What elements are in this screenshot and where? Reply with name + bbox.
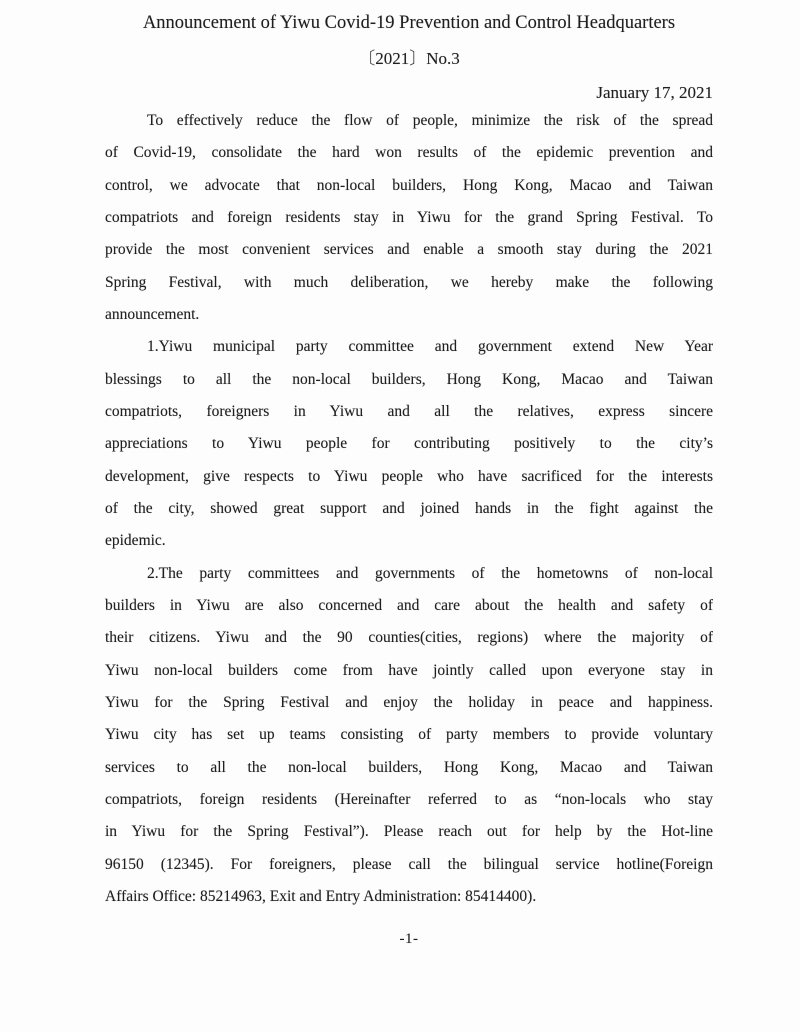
text-line: Yiwu city has set up teams consisting of party members to provide voluntary [105, 726, 713, 744]
text-line: of Covid-19, consolidate the hard won results of the epidemic prevention and [105, 144, 713, 162]
paragraph-intro [105, 105, 713, 331]
text-line: their citizens. Yiwu and the 90 counties(cities, regions) where the majority of [105, 629, 713, 647]
text-line: epidemic. [105, 532, 166, 550]
paragraph-item-1 [105, 331, 713, 557]
text-line: development, give respects to Yiwu people who have sacrificed for the interests [105, 467, 713, 485]
text-line: announcement. [105, 305, 200, 323]
document-title: Announcement of Yiwu Covid-19 Prevention and Control Headquarters [142, 13, 676, 33]
text-line: services to all the non-local builders, Hong Kong, Macao and Taiwan [105, 758, 713, 776]
text-line: compatriots, foreign residents (Hereinafter referred to as “non-locals who stay [105, 790, 713, 808]
text-line: compatriots, foreigners in Yiwu and all the relatives, express sincere [105, 402, 713, 420]
text-line: blessings to all the non-local builders, Hong Kong, Macao and Taiwan [105, 370, 713, 388]
text-line: appreciations to Yiwu people for contributing positively to the city’s [105, 435, 713, 453]
text-line: 96150 (12345). For foreigners, please call the bilingual service hotline(Foreign [105, 855, 713, 873]
text-line: 1.Yiwu municipal party committee and government extend New Year [147, 338, 713, 356]
text-line: provide the most convenient services and enable a smooth stay during the 2021 [105, 241, 713, 259]
text-line: control, we advocate that non-local builders, Hong Kong, Macao and Taiwan [105, 176, 713, 194]
text-line: Spring Festival, with much deliberation, we hereby make the following [105, 273, 713, 291]
document-content [105, 11, 713, 949]
document-body [105, 105, 713, 913]
text-line: Yiwu non-local builders come from have jointly called upon everyone stay in [105, 661, 713, 679]
text-line: 2.The party committees and governments of the hometowns of non-local [147, 564, 713, 582]
text-line: builders in Yiwu are also concerned and care about the health and safety of [105, 596, 713, 614]
text-line: of the city, showed great support and joined hands in the fight against the [105, 499, 713, 517]
text-line: Affairs Office: 85214963, Exit and Entry Administration: 85414400). [105, 887, 537, 905]
text-line: compatriots and foreign residents stay in Yiwu for the grand Spring Festival. To [105, 208, 713, 226]
text-line: To effectively reduce the flow of people, minimize the risk of the spread [147, 112, 713, 129]
text-line: in Yiwu for the Spring Festival”). Please reach out for help by the Hot-line [105, 823, 713, 841]
document-date: January 17, 2021 [596, 83, 713, 102]
page-number: -1- [399, 931, 419, 948]
document-number: 〔2021〕No.3 [358, 49, 460, 68]
text-line: Yiwu for the Spring Festival and enjoy the holiday in peace and happiness. [105, 693, 713, 711]
paragraph-item-2 [105, 558, 713, 914]
